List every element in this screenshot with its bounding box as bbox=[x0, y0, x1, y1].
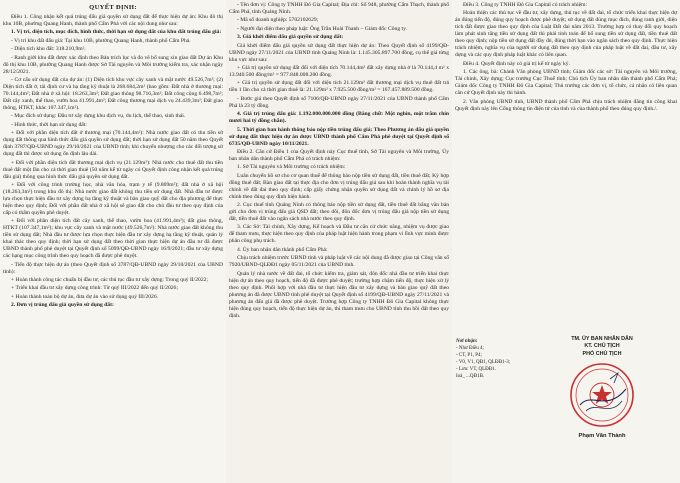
paragraph: 2. Cục thuế tỉnh Quảng Ninh có thông báo nộp tiền sử dụng đất, tiền thuê đất bằng văn bản gửi cho đơn vị trúng đấu giá QSD đất; theo dõi, đôn đốc đơn vị trúng đấu giá nộp tiền sử dụng đất, tiền thuê đất vào ngân sách nhà nước theo quy định. bbox=[229, 202, 449, 223]
paragraph: Giá khởi điểm đấu giá quyền sử dụng đất thực hiện dự án: Theo Quyết định số 4199/QĐ-UBND ngày 27/11/2021 của UBND tỉnh Quảng Ninh là: 1.145.305.897.700 đồng, cụ thể giá từng khu vực như sau: bbox=[229, 42, 449, 63]
column-middle bbox=[226, 0, 452, 483]
paragraph: 5. Thời gian ban hành thông báo nộp tiền trúng đấu giá: Theo Phương án đấu giá quyền sử dụng đất thực hiện dự án được UBND thành phố Cẩm Phả phê duyệt tại Quyết định số 6735/QĐ-UBND ngày 10/11/2021. bbox=[229, 126, 449, 147]
paragraph: Điều 2. Căn cứ Điều 1 của Quyết định này Cục thuế tỉnh, Sở Tài nguyên và Môi trường, Ủy ban nhân dân thành phố Cẩm Phả có trách nhiệm: bbox=[229, 148, 449, 162]
paragraph: 4. Giá trị trúng đấu giá: 1.192.000.000.000 đồng (Bằng chữ: Một nghìn, một trăm chín mươi hai tỷ đồng chẵn). bbox=[229, 111, 449, 125]
paragraph: Điều 4. Quyết định này có giá trị kể từ ngày ký. bbox=[463, 60, 570, 67]
paragraph: Điều 1. Công nhận kết quả trúng đấu giá quyền sử dụng đất để thực hiện dự án: Khu đô thị khu 10B, phường Quang Hanh, thành phố Cẩm Phả với các nội dung như sau: bbox=[3, 14, 223, 27]
column-right bbox=[452, 0, 680, 483]
recipient-item: - Như Điều 4; bbox=[456, 346, 484, 351]
signature-area bbox=[452, 332, 680, 483]
paragraph: + Triển khai đầu tư xây dựng công trình: Từ quý III/2022 đến quý II/2026; bbox=[11, 285, 178, 292]
official-seal bbox=[566, 361, 638, 429]
sign-line-2: KT. CHỦ TỊCH bbox=[584, 343, 620, 350]
right-paragraphs bbox=[455, 2, 677, 113]
paragraph: Chịu trách nhiệm trước UBND tỉnh và pháp luật về các nội dung đã được giao tại Công văn số 7920/UBND-QLĐĐ1 ngày 05/11/2021 của UBND tỉnh. bbox=[229, 255, 449, 269]
sign-line-1: TM. ỦY BAN NHÂN DÂN bbox=[571, 336, 633, 342]
recipients-items bbox=[456, 345, 518, 380]
paragraph: + Giá trị quyền sử dụng đất đối với diện tích 21.129m² đất thương mại dịch vụ thuê đất trả tiền 1 lần cho cả thời gian thuê là: 21.129m² x 7.925.500 đồng/m² = 167.457.889.500 đồng. bbox=[229, 80, 449, 94]
paragraph: - Mục đích sử dụng: Đầu tư xây dựng khu dịch vụ, du lịch, thể thao, sinh thái. bbox=[11, 113, 186, 120]
paragraph: - Bước giá theo Quyết định số 7106/QĐ-UBND ngày 27/11/2021 của UBND thành phố Cẩm Phả là 23 tỷ đồng. bbox=[229, 95, 449, 109]
paragraph: + Hoàn thành công tác chuẩn bị đầu tư, các thủ tục đầu tư xây dựng: Trong quý II/2022; bbox=[11, 277, 208, 284]
sign-line-3: PHÓ CHỦ TỊCH bbox=[582, 350, 622, 357]
paragraph: - Hình thức, thời hạn sử dụng đất: bbox=[11, 121, 87, 128]
paragraph: - Cơ cấu sử dụng đất của dự án: (1) Diện tích khu vực cây xanh và mặt nước 49.526,7m²; (2) Diện tích đất ở, tái định cư và hạ tầng kỹ thuật là 268.684,2m² (bao gồm: Đất nhà ở thương mại: 70.144,4m²; Đất nhà ở xã hội: 18.263,3m²; Đất giao thông 98.716,3m²; Đất công cộng 6.498,7m²; Đất cây xanh, thể thao, vườn hoa 41.991,4m²; Đất công thương mại dịch vụ 24.439,3m²; Đất giao thông, HTKT, khác 107.347,1m²). bbox=[3, 76, 223, 111]
paragraph: 1. Các ông, bà: Chánh Văn phòng UBND tỉnh; Giám đốc các sở: Tài nguyên và Môi trường, Tài chính, Xây dựng; Cục trưởng Cục Thuế tỉnh; Chủ tịch Ủy ban nhân dân thành phố Cẩm Phả; Giám đốc Công ty TNHH Đô Gia Capital; Thủ trưởng các đơn vị, tổ chức, cá nhân có liên quan căn cứ Quyết định này thi hành. bbox=[455, 69, 677, 97]
decision-heading: QUYẾT ĐỊNH: bbox=[89, 4, 137, 11]
paragraph: 4. Ủy ban nhân dân thành phố Cẩm Phả: bbox=[237, 246, 328, 253]
paragraph: - Ranh giới khu đất được xác định theo Bản trích lục và đo vẽ bổ sung xin giao đất Dự án Khu đô thị khu 10B, phường Quang Hanh được Sở Tài nguyên và Môi trường kiểm tra, xác nhận ngày 28/12/2021. bbox=[3, 54, 223, 75]
paragraph: 3. Giá khởi điểm đấu giá quyền sử dụng đất: bbox=[237, 34, 344, 41]
recipient-item: Ioả_ ...QĐ1B. bbox=[456, 374, 485, 379]
seal-icon bbox=[566, 361, 638, 429]
recipients-list bbox=[456, 338, 518, 380]
paragraph: - Tên đơn vị: Công ty TNHH Đô Gia Capital; Địa chỉ: Số 948, phường Cẩm Thạch, thành phố Cẩm Phả, tỉnh Quảng Ninh. bbox=[229, 2, 449, 15]
paragraph: - Tiến độ thực hiện dự án (theo Quyết định số 3787/QĐ-UBND ngày 29/10/2021 của UBND tỉnh): bbox=[3, 261, 223, 275]
paragraph: 1. Sở Tài nguyên và Môi trường có trách nhiệm: bbox=[237, 164, 346, 171]
signer-name: Phạm Văn Thành bbox=[578, 433, 626, 440]
paragraph: - Vị trí khu đất đấu giá: Tại khu 10B, phường Quang Hanh, thành phố Cẩm Phả. bbox=[11, 37, 191, 44]
middle-paragraphs bbox=[229, 2, 449, 320]
paragraph: + Đối với công trình trường học, nhà văn hóa, trạm y tế (9.809m²); đất nhà ở xã hội (18.263,3m²) trong khu đô thị: Nhà nước giao đất không thu tiền sử dụng đất. Nhà đầu tư được lựa chọn thực hiện đầu tư xây dựng hạ tầng kỹ thuật và bàn giao quỹ đất cho địa phương để thực hiện theo quy định; Đối với phần đất nhà ở xã hội sẽ giao đất cho chủ đầu tư theo quy định của cấp có thẩm quyền phê duyệt. bbox=[3, 181, 223, 216]
paragraph: - Diện tích khu đất: 318.210,9m². bbox=[11, 46, 86, 53]
paragraph: Quản lý nhà nước về đất đai, tổ chức kiểm tra, giám sát, đôn đốc nhà đầu tư triển khai thực hiện dự án theo quy hoạch, tiến độ đã được phê duyệt; trường hợp chậm tiến độ, thực hiện xử lý theo quy định. Phối hợp với nhà đầu tư thực hiện đầu tư xây dựng và bàn giao quỹ đất theo phương án đã được UBND tỉnh phê duyệt tại Quyết định số 4199/QĐ-UBND ngày 27/11/2021 và phương án đấu giá đã được phê duyệt. Trường hợp Công ty TNHH Đô Gia Capital không thực hiện đúng quy hoạch, tiến độ thực hiện dự án, thì tham mưu cho UBND tỉnh thu hồi đất theo quy định. bbox=[229, 270, 449, 319]
paragraph: - Mã số doanh nghiệp: 5702102629; bbox=[237, 17, 319, 24]
left-paragraphs bbox=[3, 14, 223, 309]
paragraph: - Người đại diện theo pháp luật: Ông Trần Hoài Thanh – Giám đốc Công ty. bbox=[237, 25, 407, 32]
signature-block bbox=[528, 336, 676, 439]
column-left bbox=[0, 0, 226, 483]
paragraph: + Đối với phần diện tích đất cây xanh, thể thao, vườn hoa (41.991,4m²); đất giao thông, HTKT (107.347,1m²); khu vực cây xanh và mặt nước (49.526,7m²): Nhà nước giao đất không thu tiền sử dụng đất; Nhà đầu tư được lựa chọn thực hiện đầu tư xây dựng hạ tầng kỹ thuật, quản lý khai thác theo quy định; thời hạn sử dụng đất theo thời gian thực hiện dự án đầu tư đã được UBND thành phố phê duyệt tại Quyết định số 5099/QĐ-UBND ngày 16/9/2021; đầu tư xây dựng các hạng mục công trình theo quy hoạch đã được phê duyệt. bbox=[3, 218, 223, 260]
recipients-label: Nơi nhận: bbox=[456, 339, 478, 344]
paragraph: Hoàn thiện các thủ tục về đầu tư, xây dựng, thủ tục về đất đai, tổ chức triển khai thực hiện dự án đúng tiến độ, đúng quy hoạch được phê duyệt; sử dụng đất đúng mục đích, đúng ranh giới, diện tích đất được giao theo quy định của Luật Đất đai năm 2013. Trường hợp có thay đổi quy hoạch làm phát sinh tăng tiền sử dụng đất thì phải tính toán để bổ sung tiền sử dụng đất, tiền thuê đất theo quy định; nộp tiền sử dụng đất đầy đủ, đúng thời hạn vào ngân sách theo quy định. Thực hiện trách nhiệm, nghĩa vụ của người sử dụng đất theo quy định của pháp luật về đất đai, đầu tư, xây dựng và các quy định pháp luật khác có liên quan. bbox=[455, 10, 677, 59]
paragraph: 1. Vị trí, diện tích, mục đích, hình thức, thời hạn sử dụng đất của khu đất trúng đấu giá: bbox=[11, 29, 222, 36]
paragraph: 2. Văn phòng UBND tỉnh, UBND thành phố Cẩm Phả chịu trách nhiệm đăng tin công khai Quyết định này lên Cổng thông tin điện tử của tỉnh và của thành phố theo đúng quy định./. bbox=[455, 98, 677, 112]
paragraph: + Giá trị quyền sử dụng đất đối với diện tích 70.144,4m² đất xây dựng nhà ở là 70.144,4 m² x 13.940.500 đồng/m² = 977.848.008.200 đồng. bbox=[229, 64, 449, 78]
paragraph: 2. Đơn vị trúng đấu giá quyền sử dụng đất: bbox=[11, 302, 114, 309]
paragraph: Điều 3. Công ty TNHH Đô Gia Capital có trách nhiệm: bbox=[463, 2, 588, 8]
paragraph: Luân chuyển hồ sơ cho cơ quan thuế để thông báo nộp tiền sử dụng đất, tiền thuê đất; Ký hợp đồng thuê đất; Bàn giao đất tại thực địa cho đơn vị trúng đấu giá sau khi hoàn thành nghĩa vụ tài chính về đất đai theo quy định; cấp giấy chứng nhận quyền sử dụng đất và chỉnh lý hồ sơ địa chính theo đúng quy định hiện hành. bbox=[229, 172, 449, 200]
recipient-item: - V0, V1, QĐ1, QLĐĐ1-3; bbox=[456, 360, 511, 365]
paragraph: + Hoàn thành toàn bộ dự án, đưa dự án vào sử dụng quý III/2026. bbox=[11, 293, 159, 300]
paragraph: + Đối với phần diện tích đất ở thương mại (70.144,4m²): Nhà nước giao đất có thu tiền sử dụng đất thông qua hình thức đấu giá quyền sử dụng đất; thời hạn sử dụng đất 50 năm theo Quyết định 3787/QĐ-UBND ngày 29/10/2021 của UBND tỉnh; khi chuyển nhượng cho các đối tượng sử dụng đất thì được sử dụng ổn định lâu dài. bbox=[3, 130, 223, 158]
paragraph: + Đối với phần diện tích đất thương mại dịch vụ (21.129m²): Nhà nước cho thuê đất thu tiền thuê đất một lần cho cả thời gian thuê (50 năm kể từ ngày có Quyết định công nhận kết quả trúng đấu giá) thông qua hình thức đấu giá quyền sử dụng đất. bbox=[3, 159, 223, 180]
recipient-item: - Lưu: VT, QLĐĐ1. bbox=[456, 367, 497, 372]
recipient-item: - CT, P1, P4; bbox=[456, 353, 482, 358]
paragraph: 3. Các Sở: Tài chính, Xây dựng, Kế hoạch và Đầu tư căn cứ chức năng, nhiệm vụ được giao để tham mưu, thực hiện theo quy định của pháp luật hiện hành trong phạm vi lĩnh vực mình được phân công phụ trách. bbox=[229, 224, 449, 245]
